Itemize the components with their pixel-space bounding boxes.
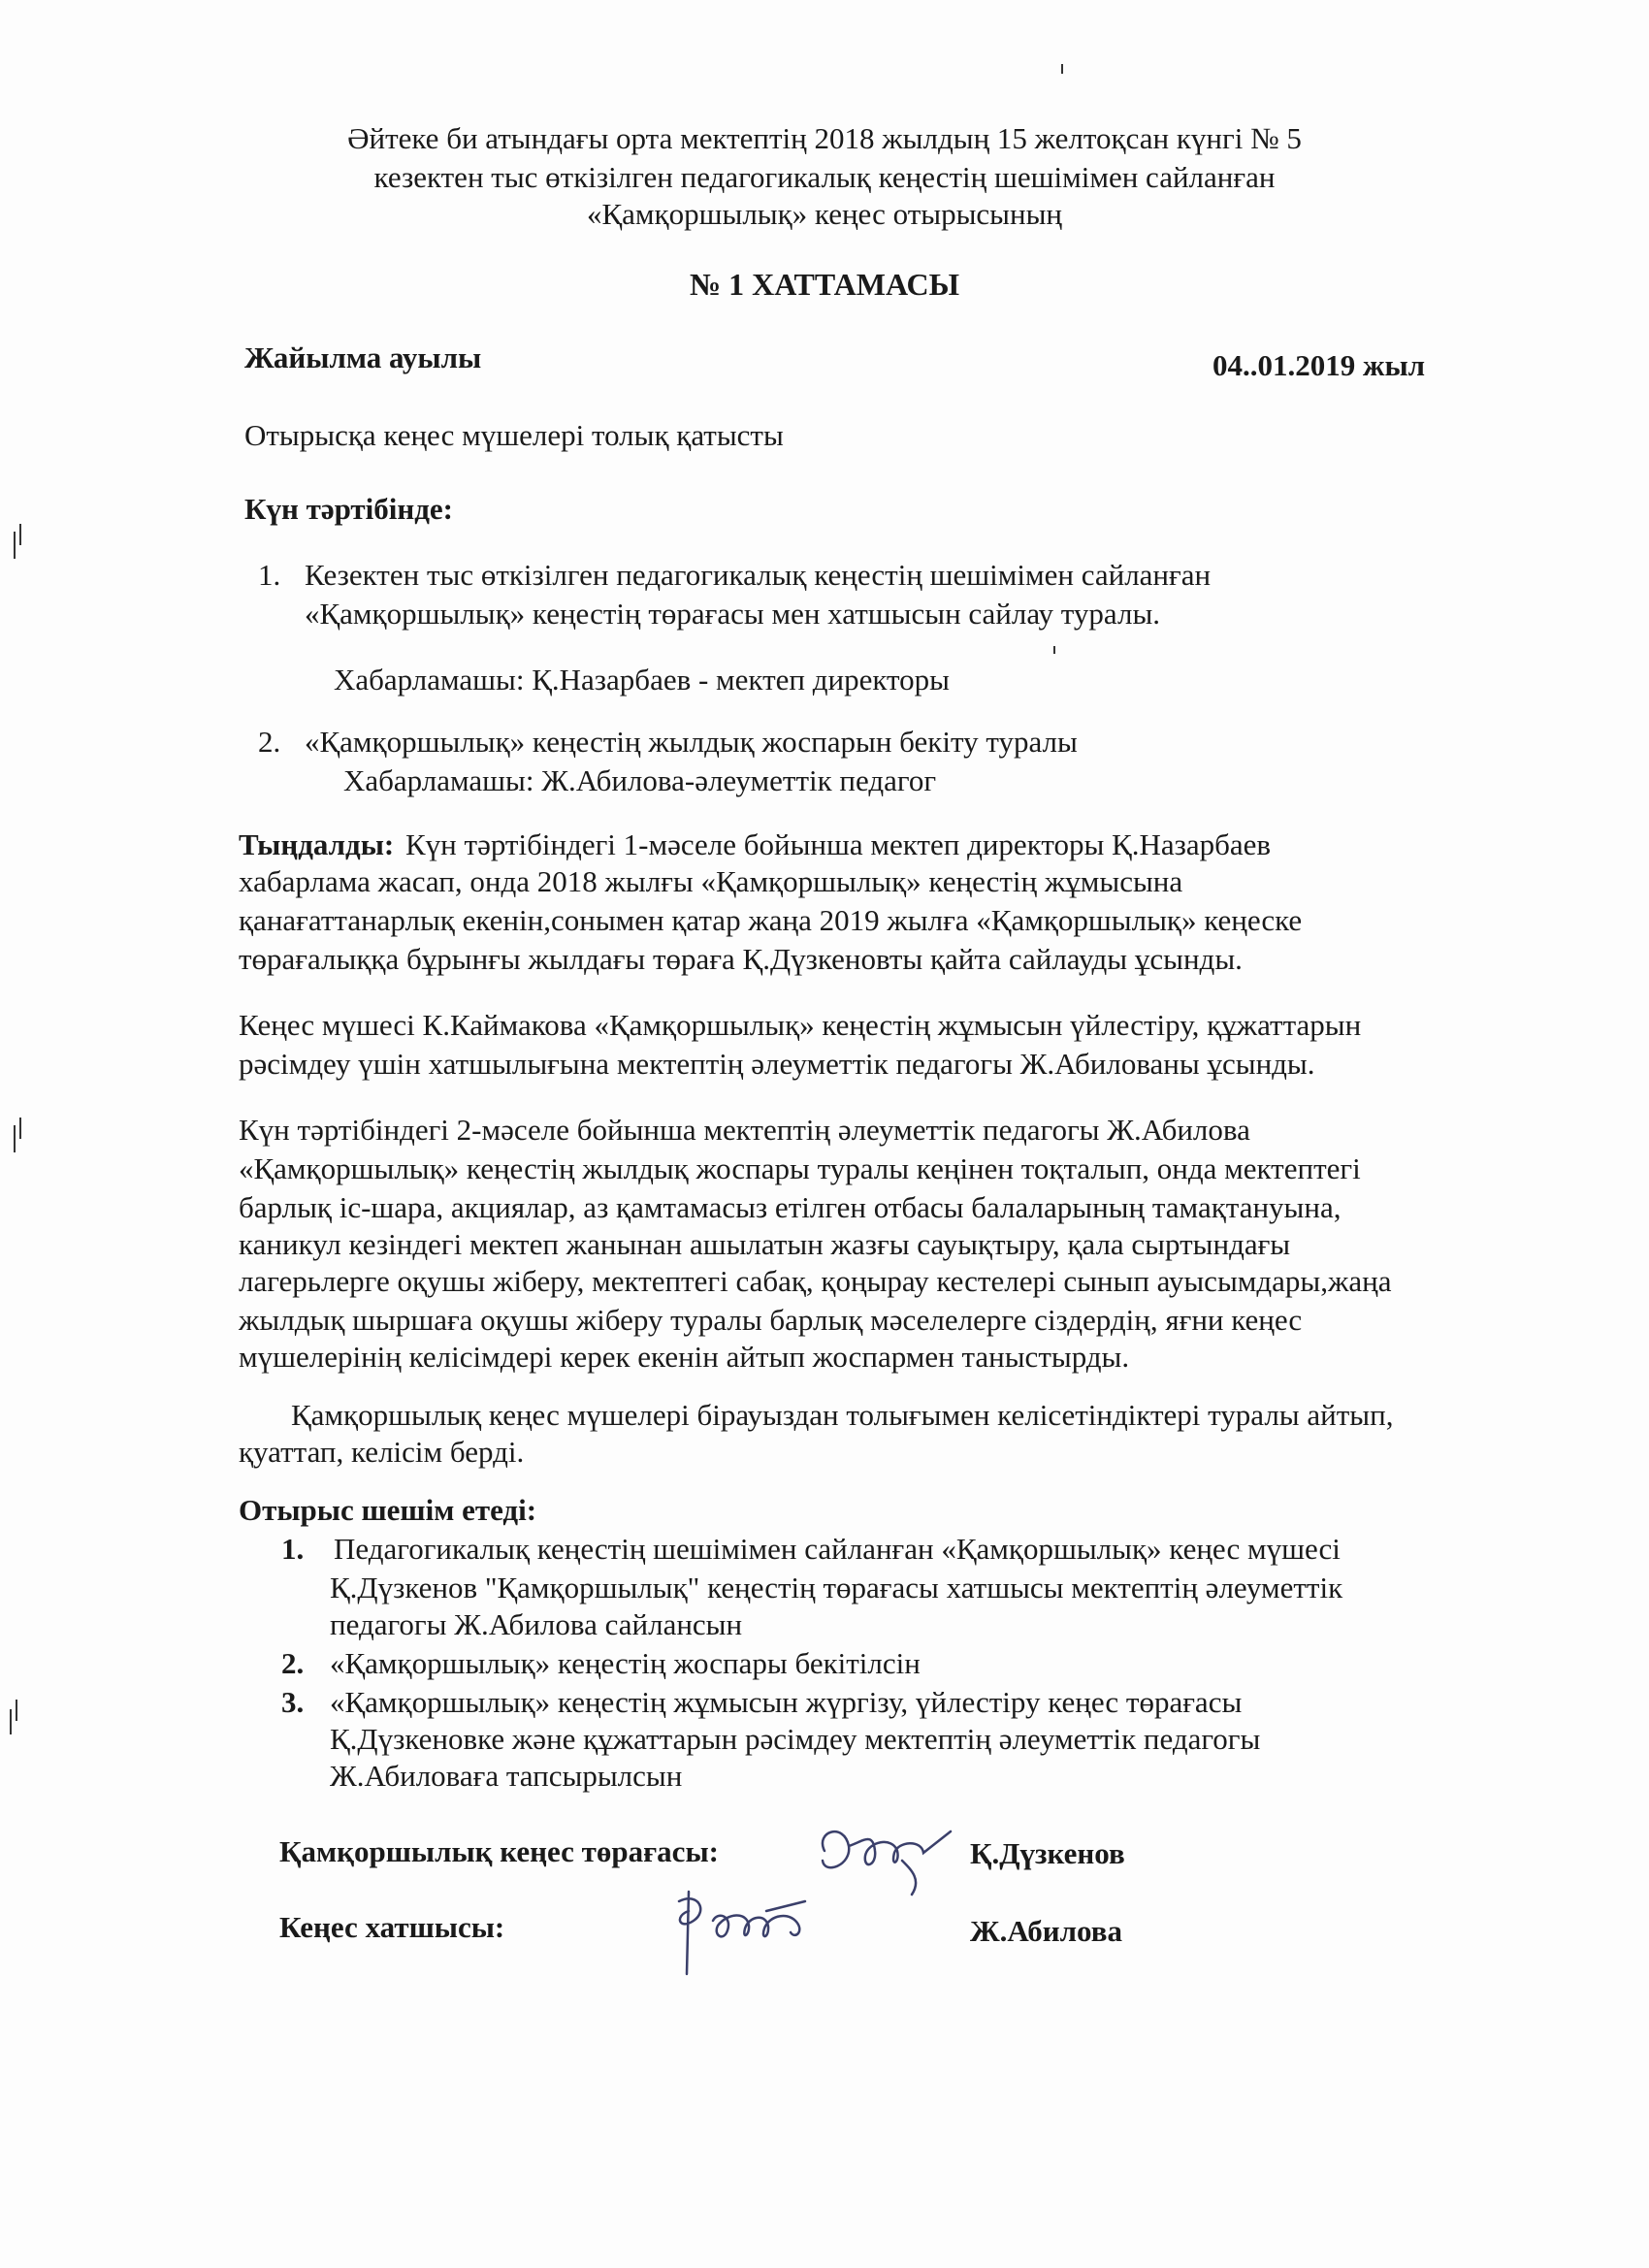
heard-p1-line-4: төрағалыққа бұрынғы жылдағы төраға Қ.Дүзкеновты қайта сайлауды ұсынды. [239, 942, 1243, 976]
heard-p3-line-6: жылдық шыршаға оқушы жіберу туралы барлық мәселелерге сіздердің, яғни кеңес [239, 1303, 1303, 1337]
secretary-signature-image [660, 1882, 854, 1979]
scan-mark [19, 524, 21, 545]
secretary-label: Кеңес хатшысы: [279, 1910, 505, 1944]
decision-3-line-2: Қ.Дүзкеновке және құжаттарын рәсімдеу мектептің әлеуметтік педагогы [330, 1722, 1261, 1756]
header-line-3: «Қамқоршылық» кеңес отырысының [587, 197, 1062, 231]
heard-p3-line-7: мүшелерінің келісімдері керек екенін айтып жоспармен таныстырды. [239, 1340, 1130, 1374]
agenda-heading: Күн тәртібінде: [244, 492, 453, 526]
agenda-item-1-reporter: Хабарламашы: Қ.Назарбаев - мектеп директоры [334, 663, 950, 697]
agenda-item-1-line-1: Кезектен тыс өткізілген педагогикалық кеңестің шешімімен сайланған [305, 558, 1212, 592]
heard-p4-line-1: Қамқоршылық кеңес мүшелері бірауыздан толығымен келісетіндіктері туралы айтып, [291, 1398, 1394, 1432]
decision-heading: Отырыс шешім етеді: [239, 1493, 537, 1527]
heard-p1-line-1: Күн тәртібіндегі 1-мәселе бойынша мектеп директоры Қ.Назарбаев [405, 827, 1272, 861]
date-label: 04..01.2019 жыл [1212, 348, 1426, 382]
scan-mark [1053, 646, 1055, 654]
heard-p4-line-2: қуаттап, келісім берді. [239, 1435, 525, 1469]
header-line-1: Әйтеке би атындағы орта мектептің 2018 жылдың 15 желтоқсан күнгі № 5 [347, 121, 1302, 155]
agenda-item-2-reporter: Хабарламашы: Ж.Абилова-әлеуметтік педагог [343, 763, 937, 797]
header-line-2: кезектен тыс өткізілген педагогикалық кеңестің шешімімен сайланған [373, 160, 1276, 194]
heard-p3-line-5: лагерьлерге оқушы жіберу, мектептегі сабақ, қоңырау кестелері сынып ауысымдары,жаңа [239, 1264, 1392, 1298]
decision-2-line-1: «Қамқоршылық» кеңестің жоспары бекітілсін [330, 1646, 921, 1680]
scan-mark [19, 1118, 21, 1139]
scan-mark [14, 532, 16, 559]
agenda-item-2-line-1: «Қамқоршылық» кеңестің жылдық жоспарын бекіту туралы [305, 725, 1078, 759]
heard-p3-line-2: «Қамқоршылық» кеңестің жылдық жоспары туралы кеңінен тоқталып, онда мектептегі [239, 1151, 1361, 1185]
decision-1-line-2: Қ.Дүзкенов "Қамқоршылық" кеңестің төрағасы хатшысы мектептің әлеуметтік [330, 1571, 1343, 1604]
decision-1-line-3: педагогы Ж.Абилова сайлансын [330, 1607, 743, 1641]
document-title: № 1 ХАТТАМАСЫ [689, 267, 959, 302]
decision-2-number: 2. [281, 1646, 305, 1680]
agenda-item-2-number: 2. [258, 725, 281, 759]
attendance-text: Отырысқа кеңес мүшелері толық қатысты [244, 418, 784, 452]
heard-p3-line-3: барлық іс-шара, акциялар, аз қамтамасыз етілген отбасы балаларының тамақтануына, [239, 1190, 1342, 1224]
scan-mark [10, 1709, 12, 1734]
decision-1-number: 1. [281, 1532, 305, 1566]
scan-mark [1061, 64, 1063, 74]
heard-p1-line-2: хабарлама жасап, онда 2018 жылғы «Қамқоршылық» кеңестің жұмысына [239, 864, 1183, 898]
scan-mark [14, 1125, 16, 1152]
decision-3-number: 3. [281, 1685, 305, 1719]
heard-p2-line-2: рәсімдеу үшін хатшылығына мектептің әлеуметтік педагогы Ж.Абилованы ұсынды. [239, 1047, 1315, 1081]
scan-mark [16, 1700, 17, 1721]
heard-p3-line-4: каникул кезіндегі мектеп жанынан ашылатын жазғы сауықтыру, қала сыртындағы [239, 1227, 1291, 1261]
chair-label: Қамқоршылық кеңес төрағасы: [279, 1834, 719, 1868]
agenda-item-1-line-2: «Қамқоршылық» кеңестің төрағасы мен хатшысын сайлау туралы. [305, 597, 1161, 631]
decision-3-line-3: Ж.Абиловаға тапсырылсын [330, 1759, 683, 1793]
agenda-item-1-number: 1. [258, 558, 281, 592]
heard-label: Тыңдалды: [239, 827, 395, 861]
decision-3-line-1: «Қамқоршылық» кеңестің жұмысын жүргізу, үйлестіру кеңес төрағасы [330, 1685, 1243, 1719]
decision-1-line-1: Педагогикалық кеңестің шешімімен сайланған «Қамқоршылық» кеңес мүшесі [334, 1532, 1341, 1566]
heard-p3-line-1: Күн тәртібіндегі 2-мәселе бойынша мектептің әлеуметтік педагогы Ж.Абилова [239, 1113, 1250, 1147]
secretary-name: Ж.Абилова [970, 1914, 1122, 1948]
heard-p2-line-1: Кеңес мүшесі К.Каймакова «Қамқоршылық» кеңестің жұмысын үйлестіру, құжаттарын [239, 1008, 1362, 1042]
chair-name: Қ.Дүзкенов [970, 1836, 1125, 1870]
place-label: Жайылма ауылы [244, 340, 482, 374]
heard-p1-line-3: қанағаттанарлық екенін,сонымен қатар жаңа 2019 жылға «Қамқоршылық» кеңеске [239, 903, 1303, 937]
